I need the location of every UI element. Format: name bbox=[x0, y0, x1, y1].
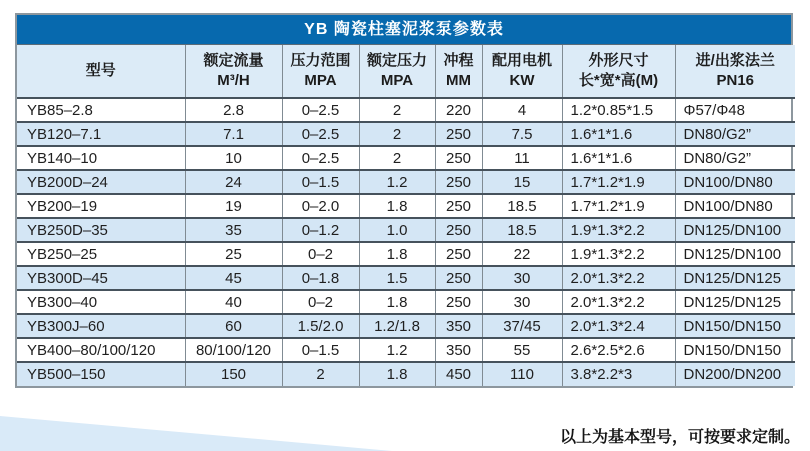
table-cell: 0–1.2 bbox=[282, 218, 359, 242]
table-cell: 1.2/1.8 bbox=[359, 314, 435, 338]
table-cell: YB300–40 bbox=[17, 290, 185, 314]
table-row bbox=[17, 242, 795, 266]
table-cell: 0–2 bbox=[282, 290, 359, 314]
table-cell: YB300D–45 bbox=[17, 266, 185, 290]
table-cell: YB140–10 bbox=[17, 146, 185, 170]
table-cell: 30 bbox=[482, 290, 562, 314]
spec-table-container bbox=[15, 13, 793, 388]
table-cell: Φ57/Φ48 bbox=[675, 98, 795, 122]
table-cell: 1.5 bbox=[359, 266, 435, 290]
table-row bbox=[17, 362, 795, 386]
column-header-1: 额定流量 M³/H bbox=[185, 45, 282, 98]
column-header-3: 额定压力 MPA bbox=[359, 45, 435, 98]
column-header-6: 外形尺寸 长*宽*高(M) bbox=[562, 45, 675, 98]
table-cell: 1.9*1.3*2.2 bbox=[562, 218, 675, 242]
table-row bbox=[17, 194, 795, 218]
table-row bbox=[17, 170, 795, 194]
table-cell: 0–1.5 bbox=[282, 338, 359, 362]
table-cell: 2.0*1.3*2.4 bbox=[562, 314, 675, 338]
table-cell: YB120–7.1 bbox=[17, 122, 185, 146]
table-cell: 19 bbox=[185, 194, 282, 218]
table-cell: 2.0*1.3*2.2 bbox=[562, 266, 675, 290]
table-cell: 150 bbox=[185, 362, 282, 386]
table-cell: 250 bbox=[435, 122, 482, 146]
table-cell: 2 bbox=[359, 146, 435, 170]
column-header-0: 型号 bbox=[17, 45, 185, 98]
table-cell: 0–2.5 bbox=[282, 146, 359, 170]
table-cell: 7.1 bbox=[185, 122, 282, 146]
table-cell: 2 bbox=[359, 98, 435, 122]
table-cell: DN125/DN100 bbox=[675, 218, 795, 242]
table-row bbox=[17, 314, 795, 338]
table-cell: 2.0*1.3*2.2 bbox=[562, 290, 675, 314]
table-cell: 110 bbox=[482, 362, 562, 386]
table-cell: 0–2.5 bbox=[282, 98, 359, 122]
table-cell: 250 bbox=[435, 290, 482, 314]
table-cell: DN80/G2” bbox=[675, 146, 795, 170]
table-body bbox=[17, 98, 795, 386]
table-row bbox=[17, 266, 795, 290]
table-cell: YB250–25 bbox=[17, 242, 185, 266]
table-cell: YB200D–24 bbox=[17, 170, 185, 194]
table-cell: 350 bbox=[435, 338, 482, 362]
column-header-4: 冲程 MM bbox=[435, 45, 482, 98]
table-cell: 55 bbox=[482, 338, 562, 362]
table-cell: 0–2.0 bbox=[282, 194, 359, 218]
table-cell: 250 bbox=[435, 194, 482, 218]
table-title: YB 陶瓷柱塞泥浆泵参数表 bbox=[17, 15, 791, 45]
column-header-2: 压力范围 MPA bbox=[282, 45, 359, 98]
table-cell: DN150/DN150 bbox=[675, 338, 795, 362]
table-cell: 18.5 bbox=[482, 194, 562, 218]
table-cell: YB250D–35 bbox=[17, 218, 185, 242]
table-cell: 2.8 bbox=[185, 98, 282, 122]
table-cell: 250 bbox=[435, 242, 482, 266]
table-row bbox=[17, 146, 795, 170]
table-cell: 15 bbox=[482, 170, 562, 194]
table-cell: 60 bbox=[185, 314, 282, 338]
table-cell: 1.8 bbox=[359, 194, 435, 218]
table-cell: 4 bbox=[482, 98, 562, 122]
table-cell: 1.2 bbox=[359, 338, 435, 362]
table-row bbox=[17, 122, 795, 146]
table-cell: 250 bbox=[435, 170, 482, 194]
table-cell: 2 bbox=[359, 122, 435, 146]
table-cell: 35 bbox=[185, 218, 282, 242]
table-cell: 250 bbox=[435, 266, 482, 290]
table-cell: YB200–19 bbox=[17, 194, 185, 218]
table-cell: DN150/DN150 bbox=[675, 314, 795, 338]
table-header-row bbox=[17, 45, 795, 98]
table-row bbox=[17, 218, 795, 242]
table-cell: 37/45 bbox=[482, 314, 562, 338]
table-cell: 1.2*0.85*1.5 bbox=[562, 98, 675, 122]
table-cell: 30 bbox=[482, 266, 562, 290]
table-cell: DN125/DN125 bbox=[675, 290, 795, 314]
table-row bbox=[17, 290, 795, 314]
table-cell: 450 bbox=[435, 362, 482, 386]
table-cell: 1.8 bbox=[359, 242, 435, 266]
table-cell: 22 bbox=[482, 242, 562, 266]
table-cell: 80/100/120 bbox=[185, 338, 282, 362]
table-cell: YB400–80/100/120 bbox=[17, 338, 185, 362]
table-row bbox=[17, 338, 795, 362]
table-cell: 45 bbox=[185, 266, 282, 290]
table-row bbox=[17, 98, 795, 122]
table-cell: 24 bbox=[185, 170, 282, 194]
table-cell: 0–1.8 bbox=[282, 266, 359, 290]
table-cell: 7.5 bbox=[482, 122, 562, 146]
table-cell: DN125/DN125 bbox=[675, 266, 795, 290]
table-cell: 2 bbox=[282, 362, 359, 386]
table-cell: 1.2 bbox=[359, 170, 435, 194]
table-cell: 1.7*1.2*1.9 bbox=[562, 194, 675, 218]
table-cell: 0–2 bbox=[282, 242, 359, 266]
table-cell: 11 bbox=[482, 146, 562, 170]
table-cell: 1.8 bbox=[359, 362, 435, 386]
table-cell: 350 bbox=[435, 314, 482, 338]
table-cell: 3.8*2.2*3 bbox=[562, 362, 675, 386]
table-cell: 220 bbox=[435, 98, 482, 122]
table-cell: YB85–2.8 bbox=[17, 98, 185, 122]
table-cell: 1.6*1*1.6 bbox=[562, 146, 675, 170]
table-cell: 1.6*1*1.6 bbox=[562, 122, 675, 146]
table-cell: 0–1.5 bbox=[282, 170, 359, 194]
table-cell: 40 bbox=[185, 290, 282, 314]
table-cell: 1.7*1.2*1.9 bbox=[562, 170, 675, 194]
table-cell: DN200/DN200 bbox=[675, 362, 795, 386]
table-cell: 2.6*2.5*2.6 bbox=[562, 338, 675, 362]
column-header-7: 进/出浆法兰 PN16 bbox=[675, 45, 795, 98]
table-cell: YB300J–60 bbox=[17, 314, 185, 338]
table-cell: 25 bbox=[185, 242, 282, 266]
decorative-wedge bbox=[0, 416, 392, 451]
table-cell: 1.5/2.0 bbox=[282, 314, 359, 338]
table-cell: 0–2.5 bbox=[282, 122, 359, 146]
table-cell: 18.5 bbox=[482, 218, 562, 242]
footer-note: 以上为基本型号，可按要求定制。 bbox=[559, 429, 800, 446]
table-cell: 1.8 bbox=[359, 290, 435, 314]
table-cell: DN100/DN80 bbox=[675, 170, 795, 194]
table-cell: 250 bbox=[435, 146, 482, 170]
table-cell: DN80/G2” bbox=[675, 122, 795, 146]
table-cell: 250 bbox=[435, 218, 482, 242]
table-cell: 1.0 bbox=[359, 218, 435, 242]
table-cell: DN125/DN100 bbox=[675, 242, 795, 266]
table-cell: YB500–150 bbox=[17, 362, 185, 386]
table-cell: 10 bbox=[185, 146, 282, 170]
table-cell: DN100/DN80 bbox=[675, 194, 795, 218]
column-header-5: 配用电机 KW bbox=[482, 45, 562, 98]
table-cell: 1.9*1.3*2.2 bbox=[562, 242, 675, 266]
spec-table bbox=[17, 45, 795, 386]
